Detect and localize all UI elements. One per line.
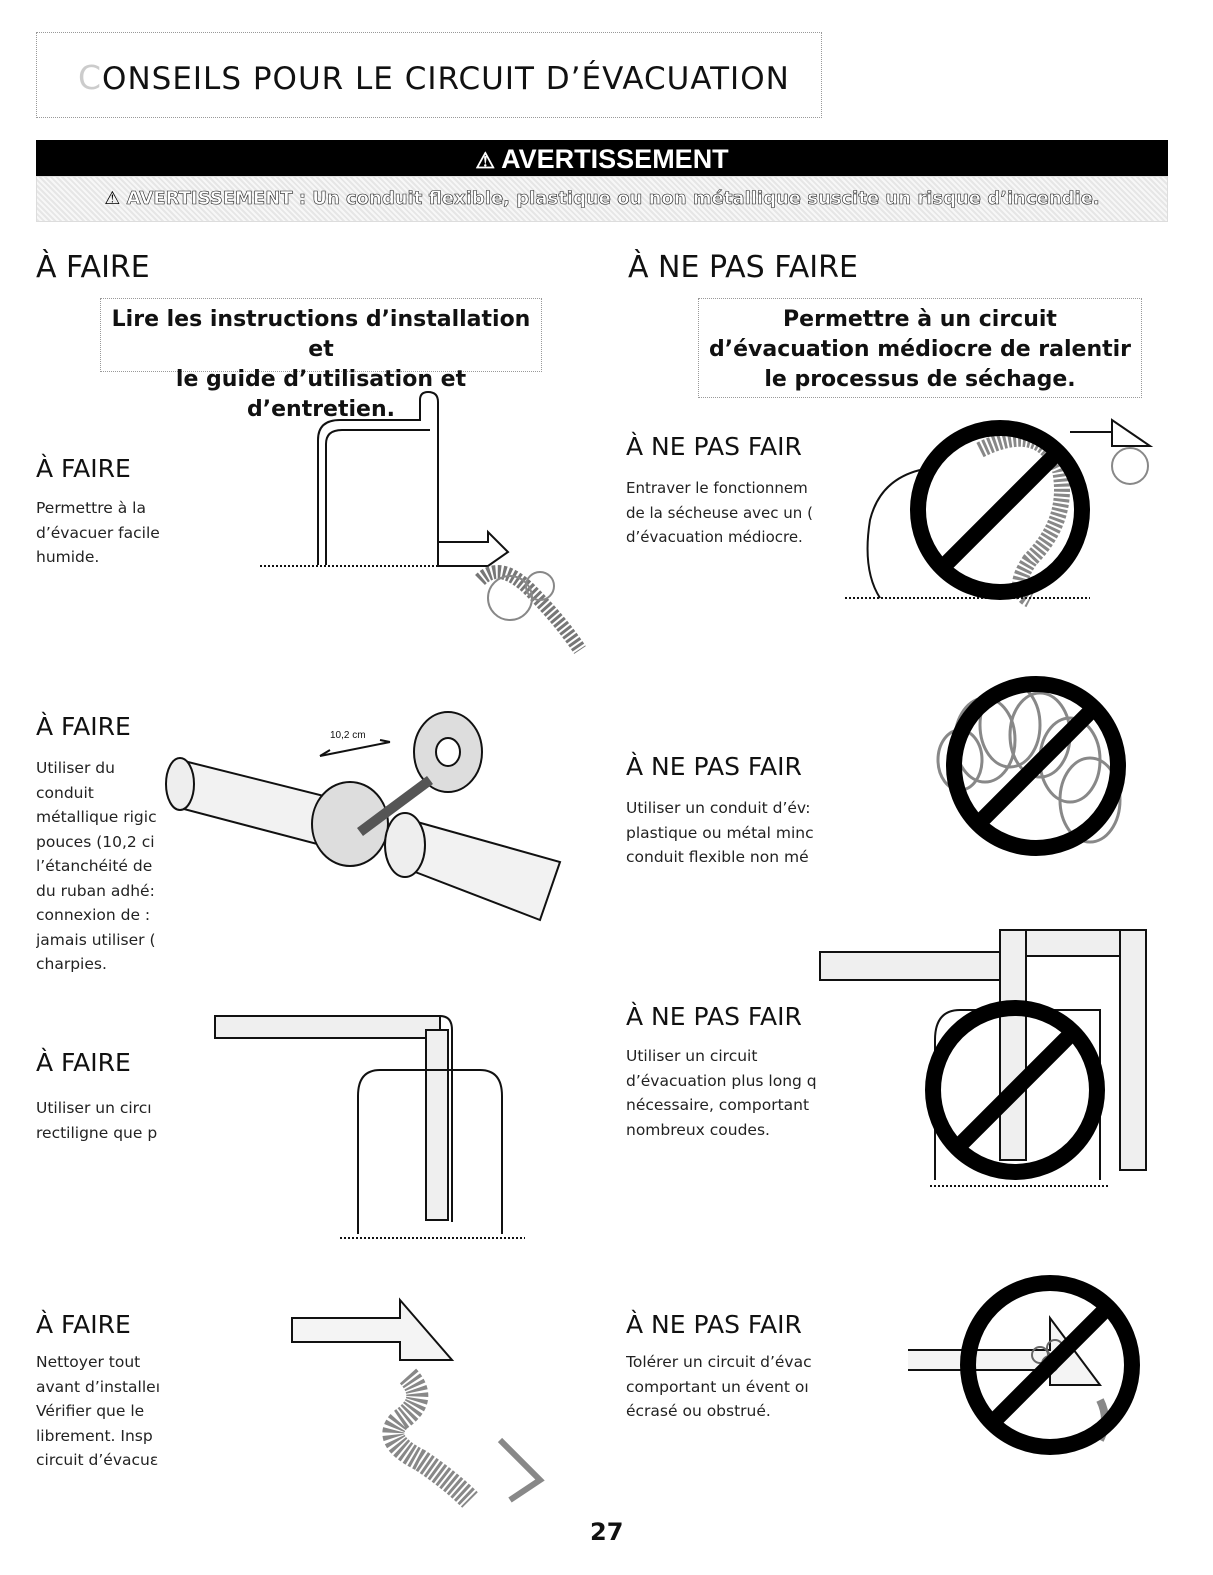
do-callout-line: le guide d’utilisation et d’entretien. xyxy=(175,367,467,422)
do-heading: À FAIRE xyxy=(36,250,150,285)
dont-item-text: Utiliser un conduit d’év: plastique ou métal minc conduit flexible non mé xyxy=(626,799,814,866)
dont-item-heading: À NE PAS FAIR xyxy=(626,432,802,461)
page-number: 27 xyxy=(590,1518,624,1546)
dont-item-heading: À NE PAS FAIR xyxy=(626,752,802,781)
do-item-heading: À FAIRE xyxy=(36,712,131,741)
dont-item-heading: À NE PAS FAIR xyxy=(626,1310,802,1339)
do-callout-line: Lire les instructions d’installation et xyxy=(111,307,531,362)
do-item-heading: À FAIRE xyxy=(36,454,131,483)
dont-callout-line: d’évacuation médiocre de ralentir xyxy=(708,337,1132,362)
warning-band-text: ⚠ AVERTISSEMENT : Un conduit flexible, plastique ou non métallique suscite un risque d’incendie. xyxy=(104,188,1100,209)
do-item-text: Utiliser un circı rectiligne que p xyxy=(36,1099,158,1142)
do-item-heading: À FAIRE xyxy=(36,1048,131,1077)
do-item-heading: À FAIRE xyxy=(36,1310,131,1339)
duct-size-label: 10,2 cm xyxy=(330,730,366,741)
dont-heading: À NE PAS FAIRE xyxy=(628,250,858,285)
dont-item-heading: À NE PAS FAIR xyxy=(626,1002,802,1031)
do-item-text: Utiliser du conduit métallique rigic pouces (10,2 ci l’étanchéité de du ruban adhé: connexion de : jamais utiliser ( charpies. xyxy=(36,759,157,973)
page-title: CONSEILS POUR LE CIRCUIT D’ÉVACUATION xyxy=(78,58,790,97)
warning-triangle-icon: ⚠ xyxy=(104,188,127,209)
dont-callout-line: Permettre à un circuit xyxy=(783,307,1057,332)
warning-bar-text: AVERTISSEMENT xyxy=(501,144,729,174)
dont-item-text: Utiliser un circuit d’évacuation plus long q nécessaire, comportant nombreux coudes. xyxy=(626,1047,817,1139)
dont-callout-line: le processus de séchage. xyxy=(764,367,1076,392)
dont-item-text: Entraver le fonctionnem de la sécheuse avec un ( d’évacuation médiocre. xyxy=(626,479,813,546)
warning-triangle-icon: ⚠ xyxy=(475,148,502,173)
do-item-text: Permettre à la d’évacuer facile humide. xyxy=(36,499,160,566)
do-item-text: Nettoyer tout avant d’installeı Vérifier que le librement. Insp circuit d’évacuɛ xyxy=(36,1353,160,1469)
dont-item-text: Tolérer un circuit d’évac comportant un évent oı écrasé ou obstrué. xyxy=(626,1353,812,1420)
